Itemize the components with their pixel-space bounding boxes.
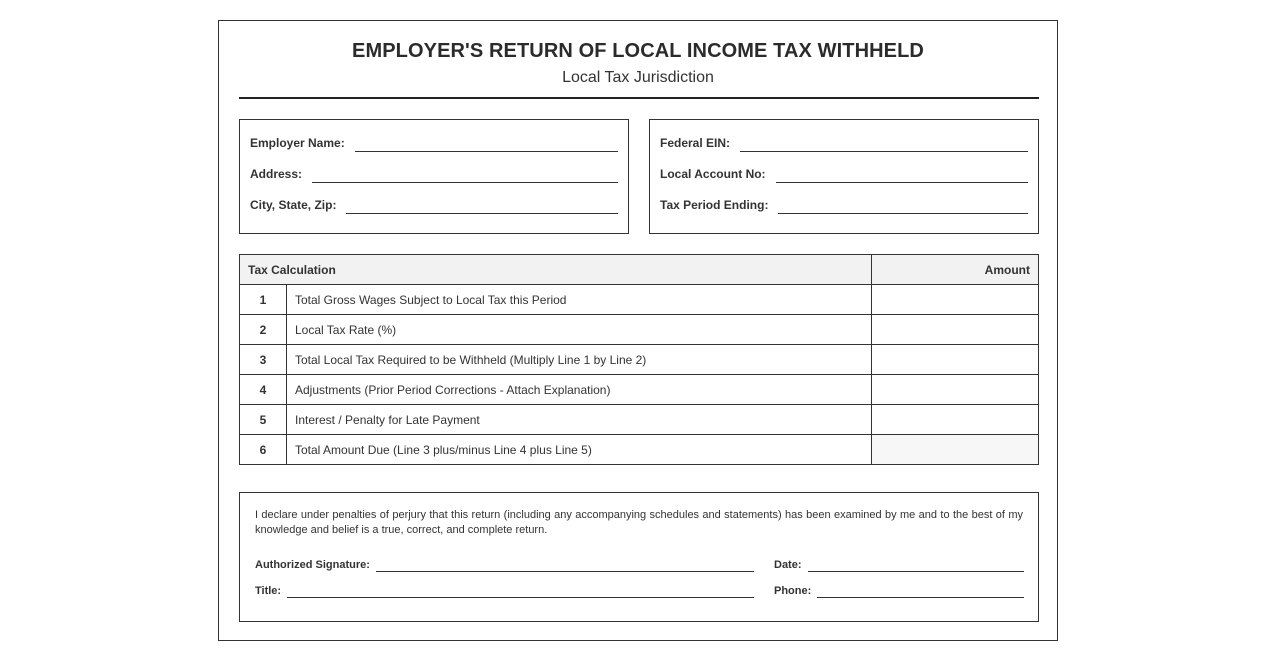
tax-return-form bbox=[218, 20, 1058, 641]
local-account-field bbox=[660, 163, 1028, 183]
employer-info-box bbox=[239, 119, 629, 234]
table-row bbox=[240, 285, 1039, 315]
table-row bbox=[240, 435, 1039, 465]
form-title: EMPLOYER'S RETURN OF LOCAL INCOME TAX WITHHELD bbox=[352, 40, 924, 62]
city-state-zip-field bbox=[250, 194, 618, 214]
table-row bbox=[240, 315, 1039, 345]
local-account-label: Local Account No: bbox=[660, 167, 766, 181]
line-description: Total Amount Due (Line 3 plus/minus Line 4 plus Line 5) bbox=[287, 435, 872, 465]
table-row bbox=[240, 405, 1039, 435]
tax-period-label: Tax Period Ending: bbox=[660, 198, 769, 212]
line-number: 3 bbox=[240, 345, 287, 375]
amount-header: Amount bbox=[872, 255, 1039, 285]
federal-ein-label: Federal EIN: bbox=[660, 136, 731, 150]
header-divider bbox=[239, 97, 1039, 99]
address-label: Address: bbox=[250, 167, 303, 181]
date-label: Date: bbox=[774, 559, 802, 571]
tax-calculation-table bbox=[239, 254, 1039, 465]
line-description: Adjustments (Prior Period Corrections - Attach Explanation) bbox=[287, 375, 872, 405]
line-description: Local Tax Rate (%) bbox=[287, 315, 872, 345]
local-account-input[interactable] bbox=[776, 164, 1028, 183]
date-input[interactable] bbox=[808, 555, 1024, 572]
line-description: Total Gross Wages Subject to Local Tax this Period bbox=[287, 285, 872, 315]
line-number: 1 bbox=[240, 285, 287, 315]
signature-field bbox=[255, 554, 754, 572]
date-field bbox=[774, 554, 1024, 572]
table-row bbox=[240, 345, 1039, 375]
employer-name-field bbox=[250, 132, 618, 152]
table-header-row bbox=[240, 255, 1039, 285]
title-input[interactable] bbox=[287, 581, 754, 598]
tax-period-input[interactable] bbox=[778, 195, 1028, 214]
form-subtitle: Local Tax Jurisdiction bbox=[562, 69, 714, 86]
table-row bbox=[240, 375, 1039, 405]
amount-input[interactable] bbox=[872, 405, 1039, 435]
signature-label: Authorized Signature: bbox=[255, 559, 370, 571]
city-state-zip-label: City, State, Zip: bbox=[250, 198, 337, 212]
total-amount-cell[interactable] bbox=[872, 435, 1039, 465]
employer-name-input[interactable] bbox=[355, 133, 618, 152]
phone-field bbox=[774, 580, 1024, 598]
title-label: Title: bbox=[255, 585, 282, 597]
line-description: Total Local Tax Required to be Withheld (Multiply Line 1 by Line 2) bbox=[287, 345, 872, 375]
employer-name-label: Employer Name: bbox=[250, 136, 345, 150]
amount-input[interactable] bbox=[872, 285, 1039, 315]
city-state-zip-input[interactable] bbox=[346, 195, 618, 214]
phone-label: Phone: bbox=[774, 585, 812, 597]
tax-calculation-header: Tax Calculation bbox=[240, 255, 872, 285]
tax-period-field bbox=[660, 194, 1028, 214]
address-field bbox=[250, 163, 618, 183]
federal-ein-field bbox=[660, 132, 1028, 152]
line-number: 6 bbox=[240, 435, 287, 465]
federal-ein-input[interactable] bbox=[740, 133, 1028, 152]
line-number: 5 bbox=[240, 405, 287, 435]
amount-input[interactable] bbox=[872, 375, 1039, 405]
title-field bbox=[255, 580, 754, 598]
line-number: 4 bbox=[240, 375, 287, 405]
signature-input[interactable] bbox=[376, 555, 754, 572]
line-description: Interest / Penalty for Late Payment bbox=[287, 405, 872, 435]
amount-input[interactable] bbox=[872, 345, 1039, 375]
account-info-box bbox=[649, 119, 1039, 234]
address-input[interactable] bbox=[312, 164, 618, 183]
declaration-box bbox=[239, 492, 1039, 622]
declaration-text: I declare under penalties of perjury that this return (including any accompanying schedules and statements) has been examined by me and to the best of my knowledge and belief is a true, correct, and complete return. bbox=[255, 509, 1023, 536]
line-number: 2 bbox=[240, 315, 287, 345]
amount-input[interactable] bbox=[872, 315, 1039, 345]
phone-input[interactable] bbox=[817, 581, 1024, 598]
